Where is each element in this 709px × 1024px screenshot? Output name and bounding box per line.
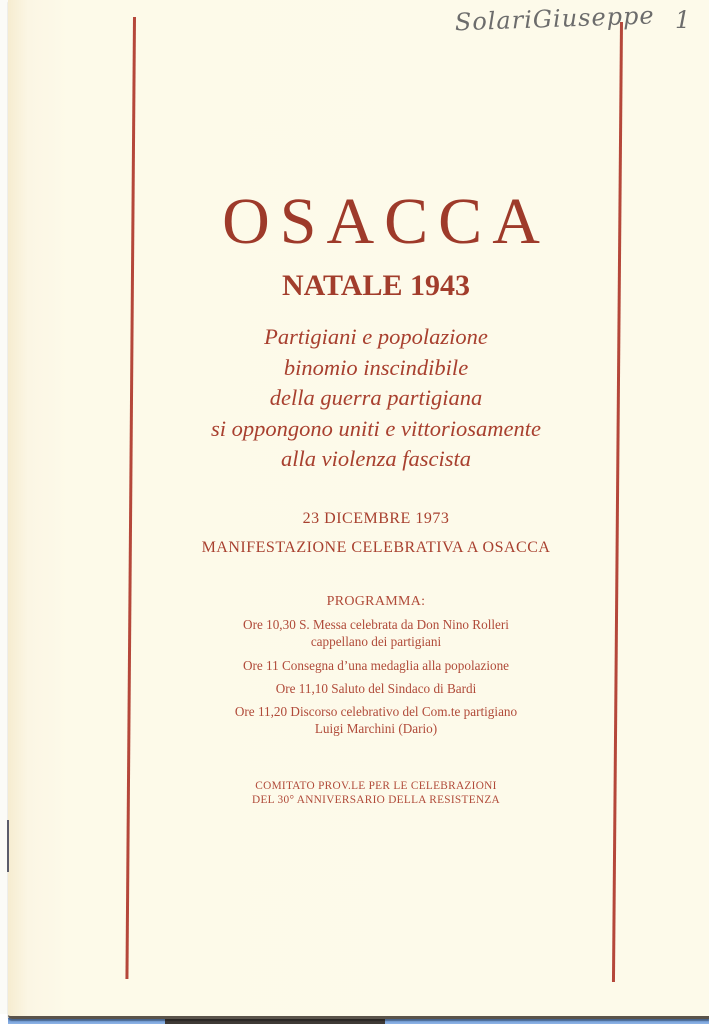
program-item <box>136 680 616 697</box>
cover-subtitle: NATALE 1943 <box>281 269 471 302</box>
program-heading: PROGRAMMA: <box>326 594 426 609</box>
program-item-line: Ore 11,10 Saluto del Sindaco di Bardi <box>275 681 477 697</box>
program-item-line: Ore 11,20 Discorso celebrativo del Com.te partigiano <box>234 703 518 719</box>
handwritten-name: SolariGiuseppe <box>454 1 656 37</box>
program-item <box>136 616 616 650</box>
program-item-line: Ore 11 Consegna d’una medaglia alla popolazione <box>242 658 510 674</box>
program-item <box>136 657 616 674</box>
motto-line: Partigiani e popolazione <box>264 324 488 349</box>
motto-line: binomio inscindibile <box>283 354 469 380</box>
committee-line: DEL 30° ANNIVERSARIO DELLA RESISTENZA <box>251 793 501 806</box>
event-date: 23 DICEMBRE 1973 <box>302 510 450 527</box>
motto <box>136 322 616 475</box>
program-item <box>136 703 616 737</box>
motto-line: si oppongono uniti e vittoriosamente <box>211 415 541 441</box>
event-title: MANIFESTAZIONE CELEBRATIVA A OSACCA <box>201 539 551 556</box>
program-item-line: Ore 10,30 S. Messa celebrata da Don Nino Rolleri <box>243 617 509 632</box>
organizing-committee <box>136 780 616 807</box>
motto-line: della guerra partigiana <box>269 385 483 410</box>
committee-line: COMITATO PROV.LE PER LE CELEBRAZIONI <box>255 780 497 792</box>
handwritten-number: 1 <box>675 6 691 34</box>
program-list <box>136 616 616 743</box>
program-item-line: Luigi Marchini (Dario) <box>314 721 438 737</box>
motto-line: alla violenza fascista <box>281 446 471 471</box>
cover-title: OSACCA <box>222 185 550 258</box>
staple-mark <box>7 820 9 872</box>
program-item-line: cappellano dei partigiani <box>310 634 442 650</box>
